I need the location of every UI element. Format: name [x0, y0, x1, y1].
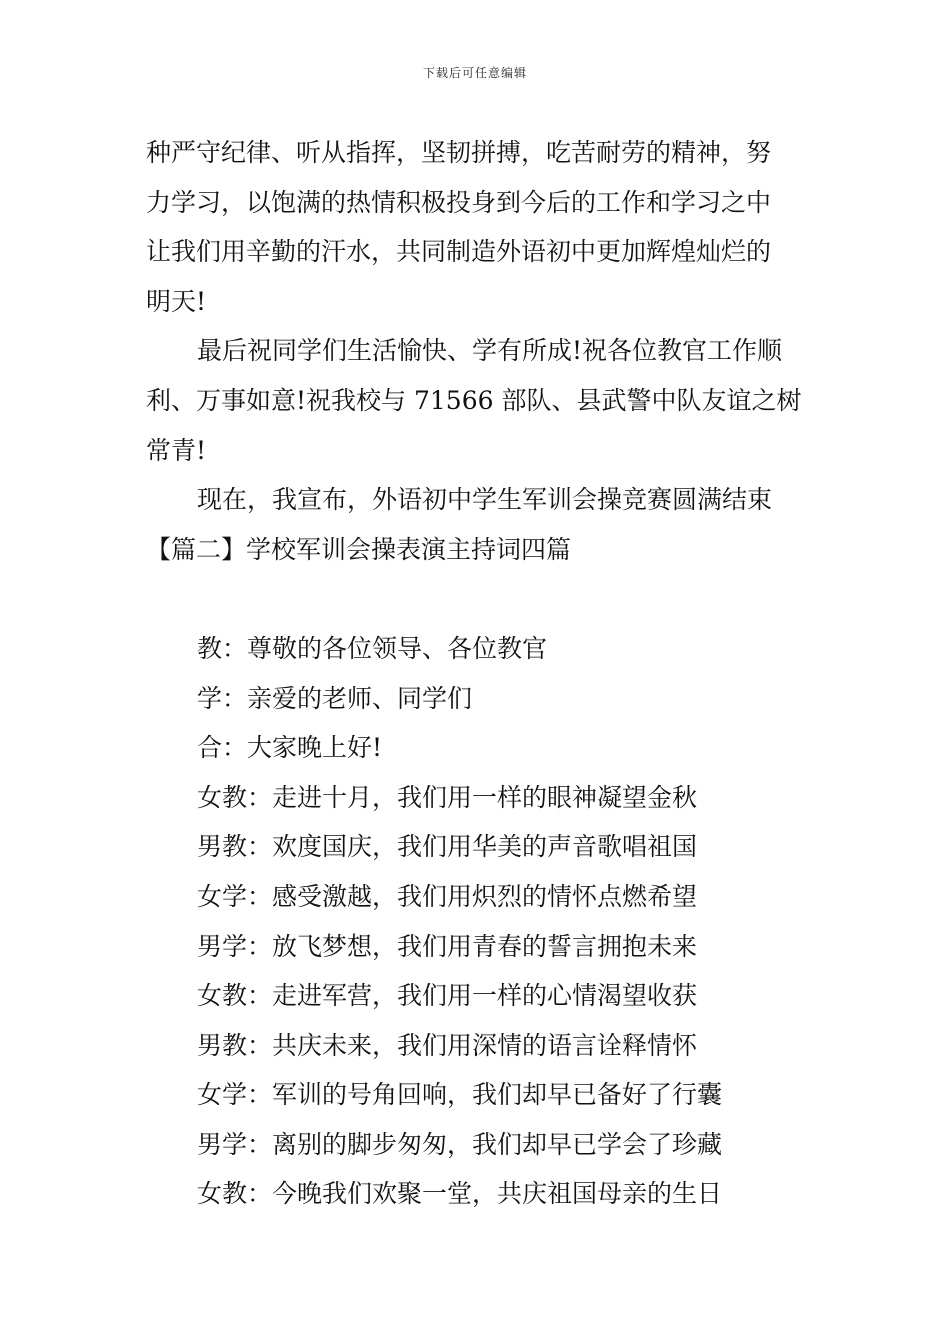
dialogue-line: 女教：走进十月，我们用一样的眼神凝望金秋 [197, 782, 698, 812]
dialogue-line: 女教：走进军营，我们用一样的心情渴望收获 [197, 981, 698, 1011]
paragraph-line: 现在，我宣布，外语初中学生军训会操竞赛圆满结束 [197, 485, 773, 515]
blank-line [146, 574, 816, 624]
dialogue-line: 女学：军训的号角回响，我们却早已备好了行囊 [197, 1080, 723, 1110]
dialogue-line: 女学：感受激越，我们用炽烈的情怀点燃希望 [197, 881, 698, 911]
paragraph-line: 明天! [146, 286, 207, 316]
dialogue-line: 男学：放飞梦想，我们用青春的誓言拥抱未来 [197, 931, 698, 961]
dialogue-line: 男教：共庆未来，我们用深情的语言诠释情怀 [197, 1030, 698, 1060]
dialogue-line: 学：亲爱的老师、同学们 [197, 683, 473, 713]
paragraph-line: 让我们用辛勤的汗水，共同制造外语初中更加辉煌灿烂的 [146, 237, 772, 267]
paragraph-line: 种严守纪律、听从指挥，坚韧拼搏，吃苦耐劳的精神，努 [146, 138, 772, 167]
section-heading: 【篇二】学校军训会操表演主持词四篇 [146, 534, 572, 564]
dialogue-line: 教：尊敬的各位领导、各位教官 [197, 633, 548, 663]
dialogue-line: 男学：离别的脚步匆匆，我们却早已学会了珍藏 [197, 1129, 723, 1159]
paragraph-line: 常青! [146, 435, 207, 465]
paragraph-line: 利、万事如意!祝我校与 71566 部队、县武警中队友谊之树 [146, 385, 802, 415]
document-body [146, 128, 816, 1219]
paragraph-line: 最后祝同学们生活愉快、学有所成!祝各位教官工作顺 [197, 336, 783, 366]
dialogue-line: 女教：今晚我们欢聚一堂，共庆祖国母亲的生日 [197, 1179, 723, 1209]
dialogue-line: 男教：欢度国庆，我们用华美的声音歌唱祖国 [197, 832, 698, 862]
paragraph-line: 力学习，以饱满的热情积极投身到今后的工作和学习之中 [146, 187, 772, 217]
dialogue-line: 合：大家晚上好! [197, 733, 383, 763]
page-header-note: 下载后可任意编辑 [422, 66, 527, 80]
